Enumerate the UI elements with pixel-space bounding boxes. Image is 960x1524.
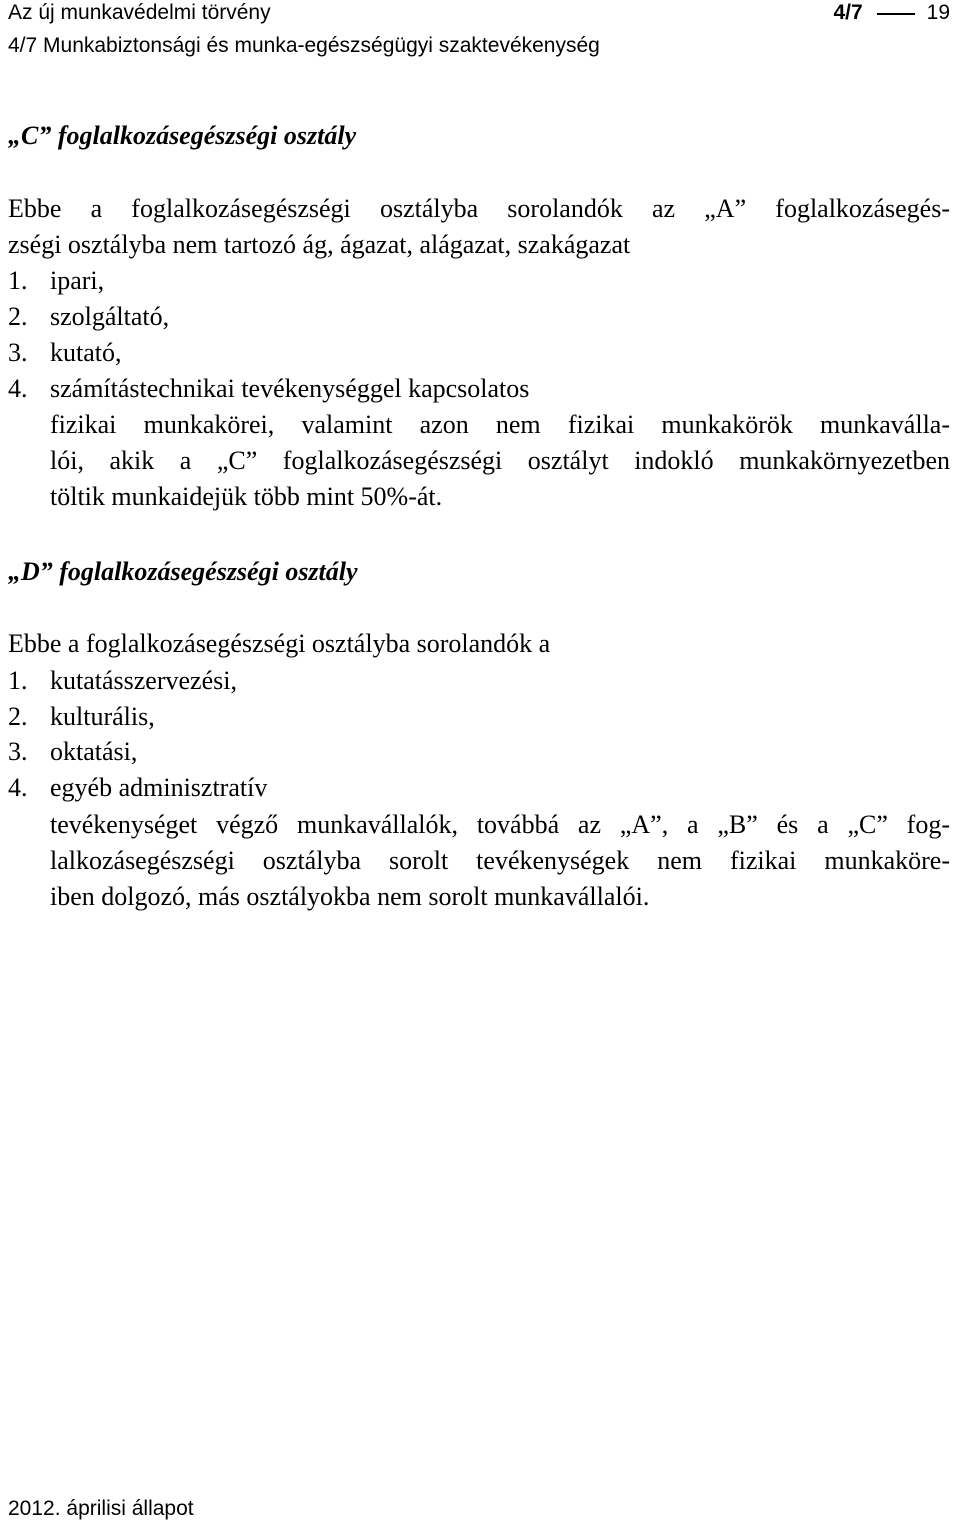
- list-item: kulturális,: [50, 702, 155, 731]
- list-item: kutató,: [50, 338, 122, 367]
- section-c-continuation-line-2: lói, akik a „C” foglalkozásegészségi osztályt indokló munkakörnyezetben: [50, 446, 950, 475]
- section-d-continuation-line-1: tevékenységet végző munkavállalók, továbbá az „A”, a „B” és a „C” fog-: [50, 810, 950, 839]
- list-item-number: 1.: [8, 266, 28, 295]
- section-d-intro-line-1: Ebbe a foglalkozásegészségi osztályba sorolandók a: [8, 629, 551, 658]
- list-item-number: 3.: [8, 737, 28, 766]
- section-d-continuation-line-3: iben dolgozó, más osztályokba nem sorolt munkavállalói.: [50, 882, 650, 911]
- footer-date: 2012. áprilisi állapot: [8, 1497, 194, 1520]
- section-c-intro-line-1: Ebbe a foglalkozásegészségi osztályba sorolandók az „A” foglalkozásegés-: [8, 194, 950, 223]
- list-item: ipari,: [50, 266, 105, 295]
- list-item-number: 3.: [8, 338, 28, 367]
- section-c-continuation-line-3: töltik munkaidejük több mint 50%-át.: [50, 482, 443, 511]
- list-item: szolgáltató,: [50, 302, 170, 331]
- book-title: Az új munkavédelmi törvény: [8, 1, 271, 24]
- page-locator: [833, 1, 950, 25]
- list-item: oktatási,: [50, 737, 138, 766]
- list-item-number: 1.: [8, 666, 28, 695]
- section-number: 4/7: [833, 1, 863, 24]
- header-dash: [877, 13, 915, 15]
- chapter-title: 4/7 Munkabiztonsági és munka-egészségügyi szaktevékenység: [8, 34, 600, 57]
- list-item-number: 4.: [8, 773, 28, 802]
- list-item-number: 2.: [8, 702, 28, 731]
- list-item-number: 2.: [8, 302, 28, 331]
- page-number: 19: [926, 1, 950, 24]
- section-c-heading: „C” foglalkozásegészségi osztály: [8, 121, 357, 150]
- list-item: kutatásszervezési,: [50, 666, 237, 695]
- section-d-heading: „D” foglalkozásegészségi osztály: [8, 557, 358, 586]
- section-c-intro-line-2: zségi osztályba nem tartozó ág, ágazat, alágazat, szakágazat: [8, 230, 631, 259]
- section-c-continuation-line-1: fizikai munkakörei, valamint azon nem fizikai munkakörök munkaválla-: [50, 410, 950, 439]
- list-item: számítástechnikai tevékenységgel kapcsolatos: [50, 374, 530, 403]
- section-d-continuation-line-2: lalkozásegészségi osztályba sorolt tevékenységek nem fizikai munkaköre-: [50, 846, 950, 875]
- list-item-number: 4.: [8, 374, 28, 403]
- list-item: egyéb adminisztratív: [50, 773, 268, 802]
